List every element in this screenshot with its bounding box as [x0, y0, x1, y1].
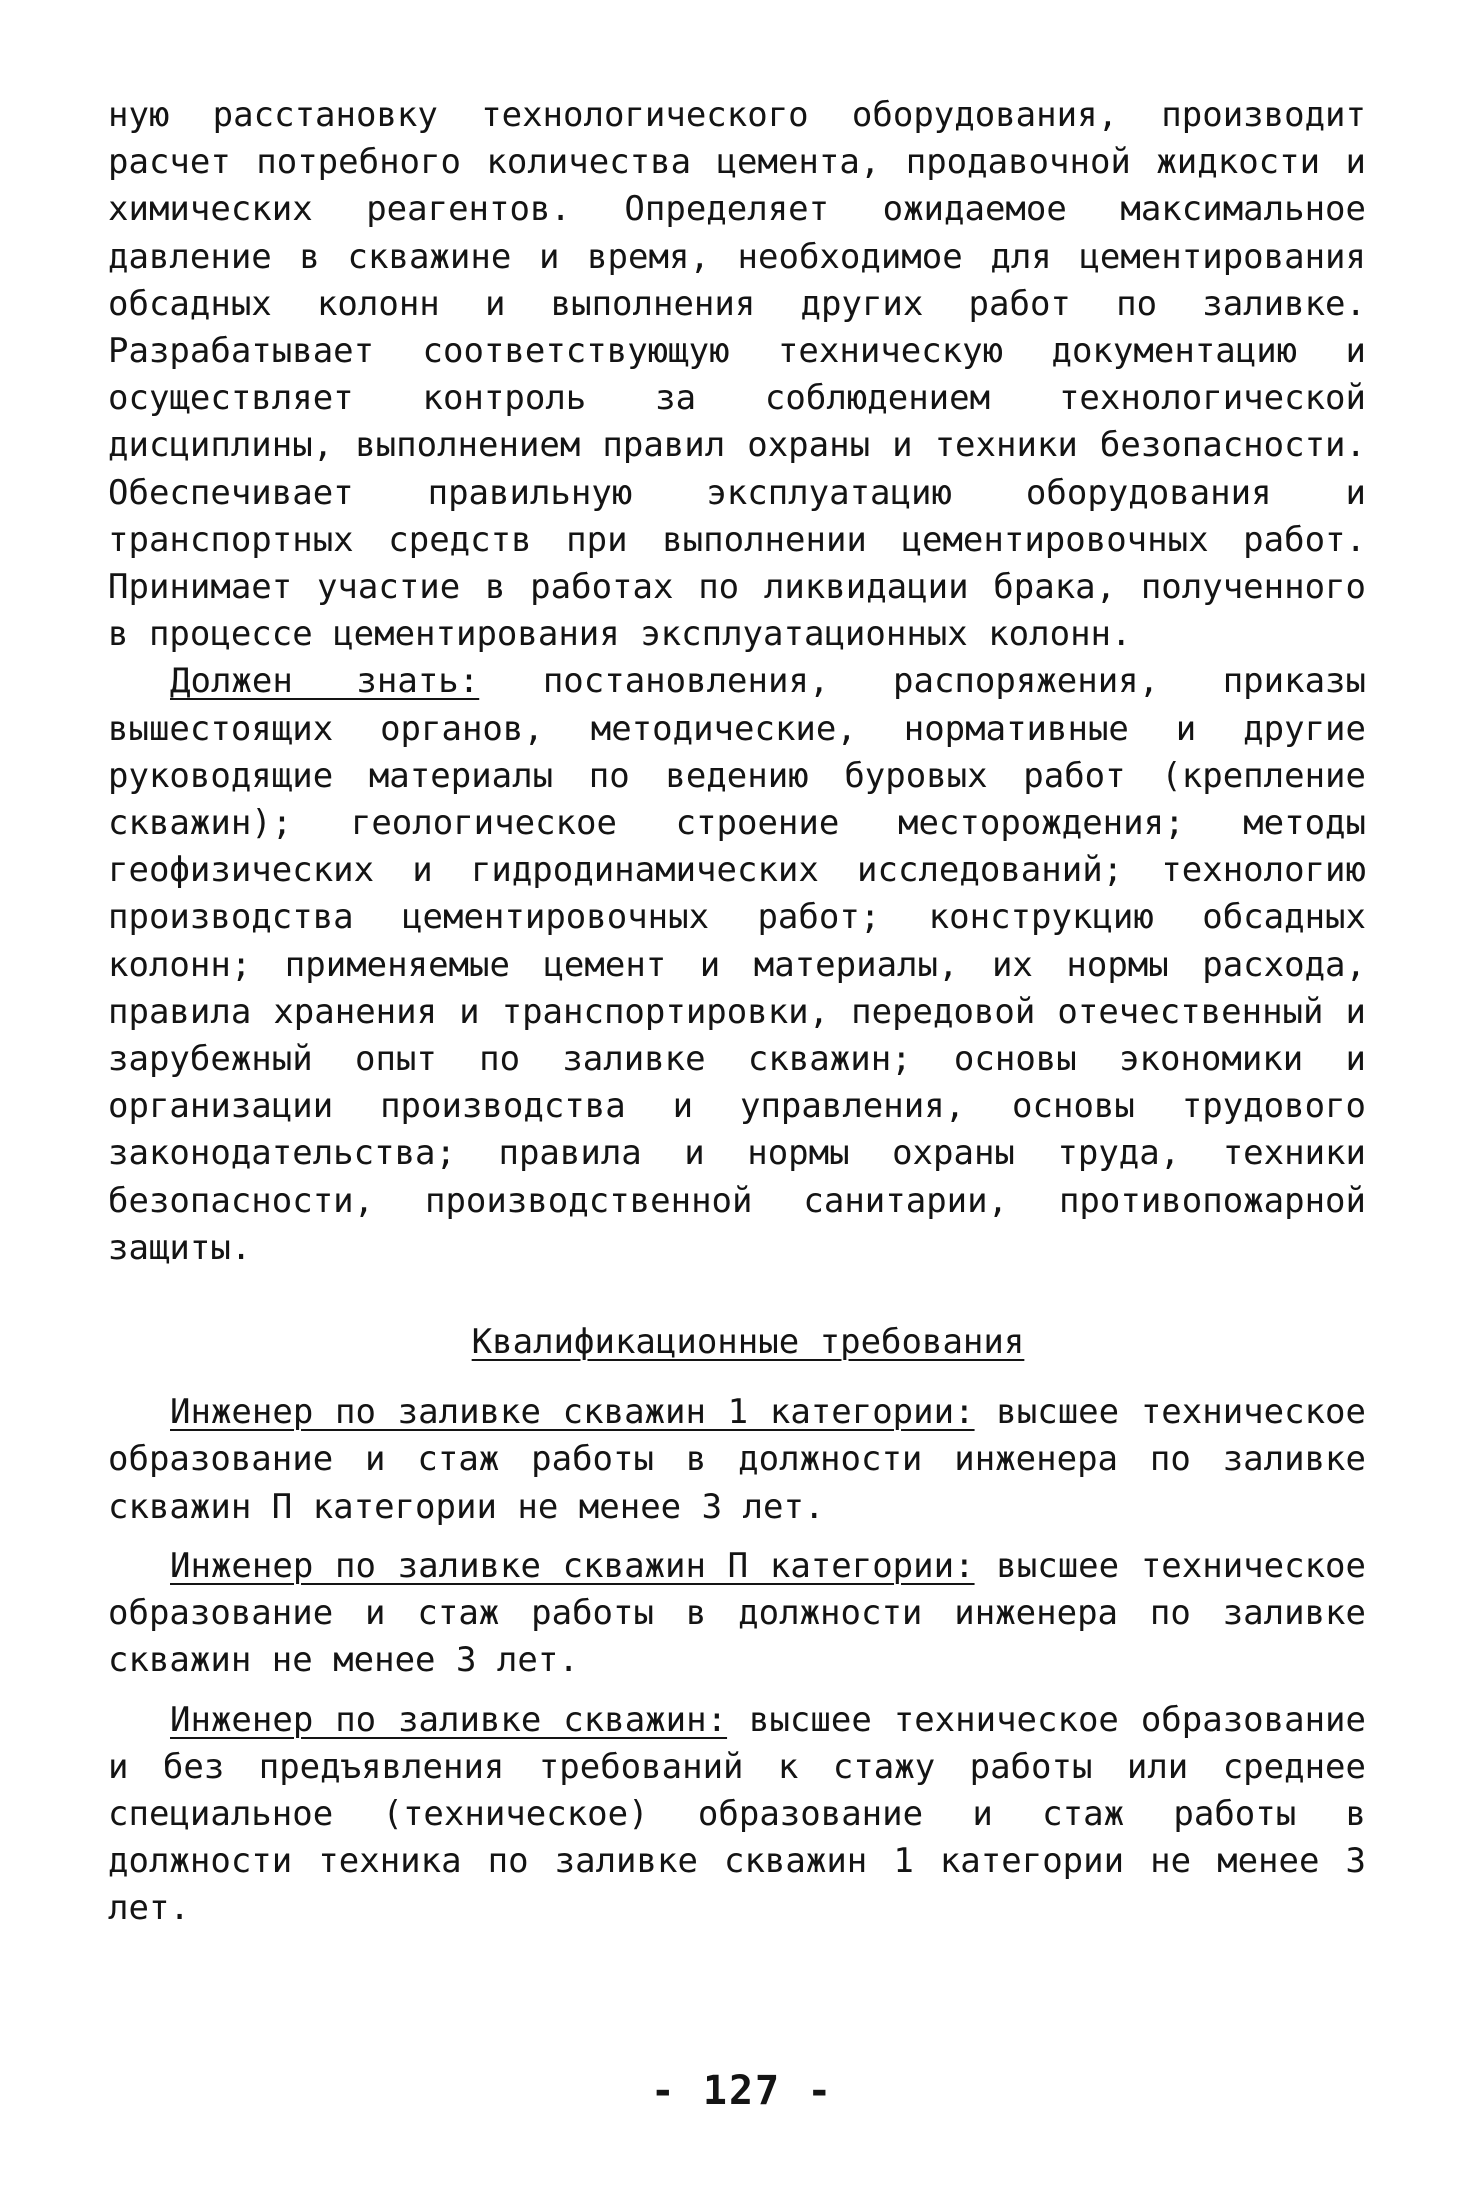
requirement-category-2 — [108, 1543, 1366, 1685]
page-number: - 127 - — [650, 2068, 834, 2114]
must-know-text: постановления, распоряжения, приказы вышестоящих органов, методические, нормативные и другие руководящие материалы по ведению буровых работ (крепление скважин); геологическое строение месторождения; методы геофизических и гидродинамических исследований; технологию производства цементировочных работ; конструкцию обсадных колонн; применяемые цемент и материалы, их нормы расхода, правила хранения и транспортировки, передовой отечественный и зарубежный опыт по заливке скважин; основы экономики и организации производства и управления, основы трудового законодательства; правила и нормы охраны труда, техники безопасности, производственной санитарии, противопожарной защиты. — [108, 661, 1366, 1268]
intro-paragraph: ную расстановку технологического оборудования, производит расчет потребного количества цемента, продавочной жидкости и химических реагентов. Определяет ожидаемое максимальное давление в скважине и время, необходимое для цементирования обсадных колонн и выполнения других работ по заливке. Разрабатывает соответствующую техническую документацию и осуществляет контроль за соблюдением технологической дисциплины, выполнением правил охраны и техники безопасности. Обеспечивает правильную эксплуатацию оборудования и транспортных средств при выполнении цементировочных работ. Принимает участие в работах по ликвидации брака, полученного в процессе цементирования эксплуатационных колонн. — [108, 95, 1366, 655]
must-know-label: Должен знать: — [170, 661, 480, 702]
must-know-paragraph — [108, 658, 1366, 1272]
requirement-text: высшее техническое образование и стаж работы в должности инженера по заливке скважин не менее 3 лет. — [108, 1545, 1366, 1681]
section-heading: Квалификационные требования — [471, 1322, 1025, 1363]
requirement-label: Инженер по заливке скважин: — [170, 1699, 728, 1740]
requirement-label: Инженер по заливке скважин 1 категории: — [170, 1392, 975, 1433]
requirement-text: высшее техническое образование и без предъявления требований к стажу работы или среднее специальное (техническое) образование и стаж работы в должности техника по заливке скважин 1 категории не менее 3 лет. — [108, 1699, 1366, 1929]
requirement-label: Инженер по заливке скважин П категории: — [170, 1545, 975, 1586]
requirement-text: высшее техническое образование и стаж работы в должности инженера по заливке скважин П категории не менее 3 лет. — [108, 1392, 1366, 1527]
requirement-category-1 — [108, 1389, 1366, 1531]
requirement-no-category — [108, 1697, 1366, 1933]
document-page — [108, 92, 1366, 1933]
